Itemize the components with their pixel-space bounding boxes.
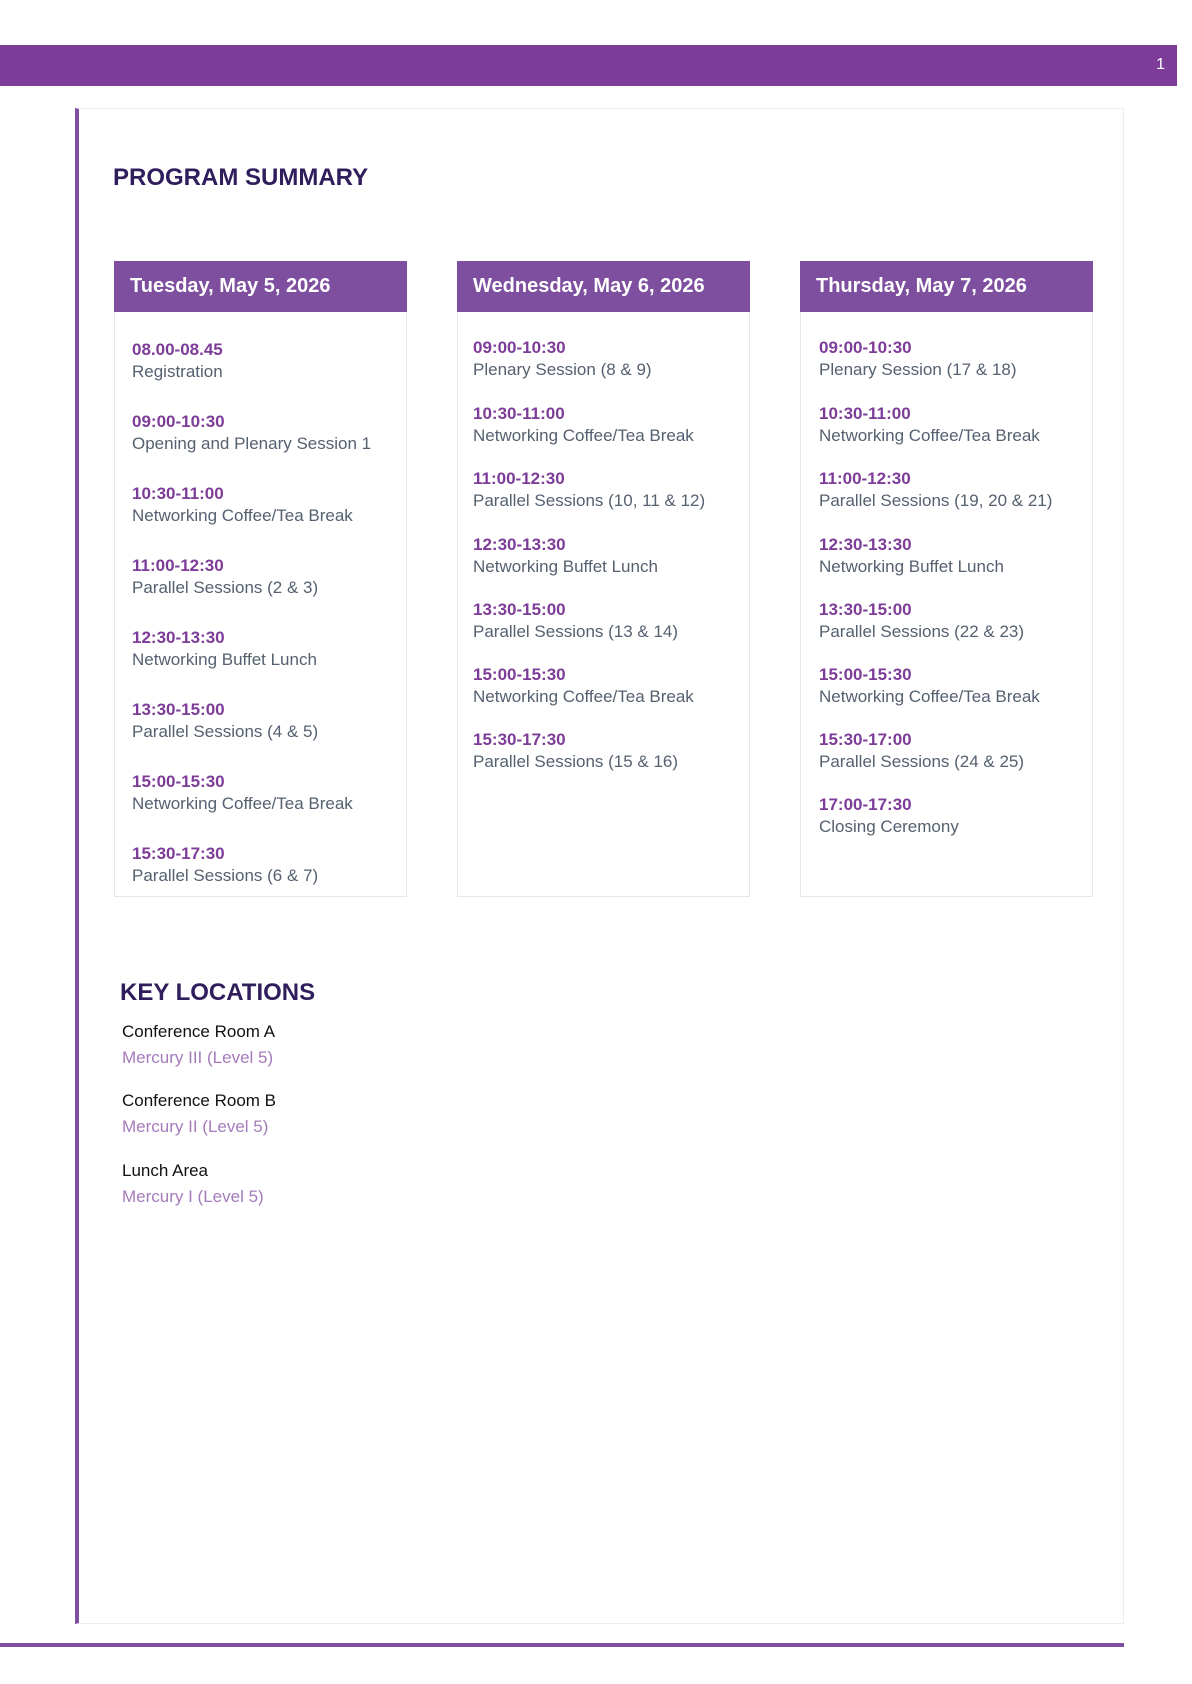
session-time: 15:30-17:30 xyxy=(473,730,566,749)
session-title: Parallel Sessions (13 & 14) xyxy=(473,622,679,641)
bottom-divider xyxy=(0,1643,1124,1647)
session-title: Networking Coffee/Tea Break xyxy=(819,426,1040,445)
day-column-wednesday xyxy=(457,261,750,897)
session-item xyxy=(473,664,694,708)
location-detail: Mercury I (Level 5) xyxy=(122,1187,264,1206)
location-detail: Mercury II (Level 5) xyxy=(122,1117,269,1136)
session-time: 13:30-15:00 xyxy=(819,600,912,619)
location-item xyxy=(122,1160,264,1208)
session-time: 15:30-17:00 xyxy=(819,730,912,749)
session-time: 13:30-15:00 xyxy=(473,600,566,619)
session-item xyxy=(819,534,1004,578)
day-header-thursday: Thursday, May 7, 2026 xyxy=(800,261,1093,312)
session-title: Networking Coffee/Tea Break xyxy=(473,426,694,445)
page-number: 1 xyxy=(1156,56,1165,73)
top-header-bar xyxy=(0,45,1177,86)
session-title: Networking Coffee/Tea Break xyxy=(132,794,353,813)
session-item xyxy=(473,403,694,447)
session-time: 15:30-17:30 xyxy=(132,844,225,863)
session-item xyxy=(132,627,317,671)
session-time: 08.00-08.45 xyxy=(132,340,223,359)
session-title: Parallel Sessions (4 & 5) xyxy=(132,722,319,741)
session-title: Closing Ceremony xyxy=(819,817,959,836)
session-item xyxy=(819,794,959,838)
session-title: Parallel Sessions (15 & 16) xyxy=(473,752,679,771)
location-item xyxy=(122,1090,276,1138)
session-item xyxy=(819,337,1017,381)
location-name: Lunch Area xyxy=(122,1161,209,1180)
session-time: 11:00-12:30 xyxy=(819,469,911,488)
session-title: Parallel Sessions (10, 11 & 12) xyxy=(473,491,706,510)
location-name: Conference Room B xyxy=(122,1091,277,1110)
session-time: 12:30-13:30 xyxy=(132,628,225,647)
session-item xyxy=(819,599,1024,643)
day-column-thursday xyxy=(800,261,1093,897)
session-time: 11:00-12:30 xyxy=(473,469,565,488)
session-title: Parallel Sessions (6 & 7) xyxy=(132,866,319,885)
program-summary-title: PROGRAM SUMMARY xyxy=(113,164,369,191)
key-locations-title: KEY LOCATIONS xyxy=(120,979,316,1006)
location-item xyxy=(122,1021,275,1069)
session-title: Networking Coffee/Tea Break xyxy=(819,687,1040,706)
session-title: Networking Buffet Lunch xyxy=(132,650,317,669)
session-title: Networking Coffee/Tea Break xyxy=(132,506,353,525)
session-title: Parallel Sessions (22 & 23) xyxy=(819,622,1025,641)
location-detail: Mercury III (Level 5) xyxy=(122,1048,274,1067)
session-title: Networking Coffee/Tea Break xyxy=(473,687,694,706)
session-time: 11:00-12:30 xyxy=(132,556,224,575)
session-item xyxy=(132,699,318,743)
session-item xyxy=(132,843,318,887)
session-item xyxy=(473,468,705,512)
session-item xyxy=(132,771,353,815)
session-title: Parallel Sessions (19, 20 & 21) xyxy=(819,491,1053,510)
session-item xyxy=(819,664,1040,708)
day-column-tuesday xyxy=(114,261,407,897)
session-item xyxy=(819,403,1040,447)
session-time: 12:30-13:30 xyxy=(819,535,912,554)
session-time: 12:30-13:30 xyxy=(473,535,566,554)
session-item xyxy=(819,468,1052,512)
session-time: 13:30-15:00 xyxy=(132,700,225,719)
session-title: Opening and Plenary Session 1 xyxy=(132,434,372,453)
session-item xyxy=(132,555,318,599)
session-item xyxy=(473,337,652,381)
session-item xyxy=(473,599,678,643)
session-item xyxy=(132,411,371,455)
session-time: 15:00-15:30 xyxy=(819,665,912,684)
session-title: Parallel Sessions (24 & 25) xyxy=(819,752,1025,771)
session-title: Registration xyxy=(132,362,223,381)
day-header-tuesday: Tuesday, May 5, 2026 xyxy=(114,261,407,312)
session-time: 17:00-17:30 xyxy=(819,795,912,814)
session-item xyxy=(132,483,353,527)
day-header-wednesday: Wednesday, May 6, 2026 xyxy=(457,261,750,312)
session-item xyxy=(819,729,1024,773)
session-title: Networking Buffet Lunch xyxy=(473,557,658,576)
session-time: 09:00-10:30 xyxy=(132,412,225,431)
session-time: 15:00-15:30 xyxy=(132,772,225,791)
session-title: Plenary Session (17 & 18) xyxy=(819,360,1017,379)
session-time: 15:00-15:30 xyxy=(473,665,566,684)
session-time: 10:30-11:00 xyxy=(473,404,565,423)
session-time: 10:30-11:00 xyxy=(819,404,911,423)
session-title: Networking Buffet Lunch xyxy=(819,557,1004,576)
session-item xyxy=(473,729,678,773)
session-title: Plenary Session (8 & 9) xyxy=(473,360,652,379)
session-title: Parallel Sessions (2 & 3) xyxy=(132,578,319,597)
session-item xyxy=(132,339,223,383)
session-time: 10:30-11:00 xyxy=(132,484,224,503)
session-time: 09:00-10:30 xyxy=(473,338,566,357)
session-item xyxy=(473,534,658,578)
session-time: 09:00-10:30 xyxy=(819,338,912,357)
location-name: Conference Room A xyxy=(122,1022,276,1041)
